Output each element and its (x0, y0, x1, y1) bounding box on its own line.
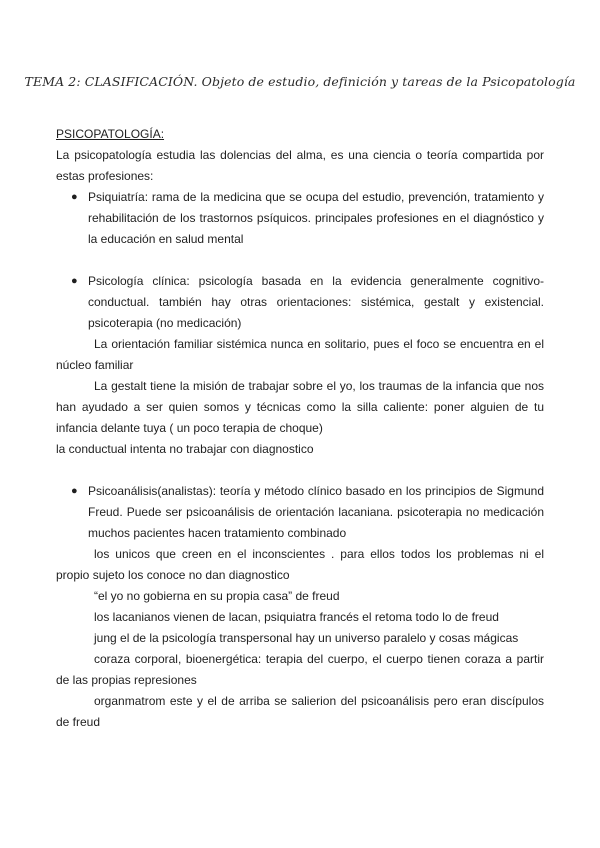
bullet-icon: ● (71, 191, 78, 203)
list-item-psicoanalisis (56, 481, 544, 544)
sub-paragraph: La gestalt tiene la misión de trabajar sobre el yo, los traumas de la infancia que nos han ayudado a ser quien somos y técnicas como la silla caliente: poner alguien de tu infancia delante tuya ( un poco terapia de choque) (56, 379, 544, 435)
sub-paragraph: los lacanianos vienen de lacan, psiquiatra francés el retoma todo lo de freud (94, 610, 499, 624)
sub-paragraph: organmatrom este y el de arriba se salierion del psicoanálisis pero eran discípulos de freud (56, 694, 544, 729)
list-item-text: Psiquiatría: rama de la medicina que se ocupa del estudio, prevención, tratamiento y rehabilitación de los trastornos psíquicos. principales profesiones en el diagnóstico y la educación en salud mental (88, 190, 544, 246)
list-item-psicologia-clinica (56, 271, 544, 334)
bullet-icon: ● (71, 485, 78, 497)
section-heading: PSICOPATOLOGÍA: (56, 127, 165, 141)
plain-paragraph: la conductual intenta no trabajar con diagnostico (56, 442, 314, 456)
document-title: TEMA 2: CLASIFICACIÓN. Objeto de estudio, definición y tareas de la Psicopatología (24, 74, 576, 89)
sub-paragraph: coraza corporal, bioenergética: terapia del cuerpo, el cuerpo tienen coraza a partir de las propias represiones (56, 652, 544, 687)
sub-paragraph: jung el de la psicología transpersonal hay un universo paralelo y cosas mágicas (94, 631, 519, 645)
bullet-icon: ● (71, 275, 78, 287)
list-item-text: Psicología clínica: psicología basada en la evidencia generalmente cognitivo-conductual. también hay otras orientaciones: sistémica, gestalt y existencial. psicoterapia (no medicación) (88, 274, 544, 330)
list-item-psiquiatria (56, 187, 544, 250)
sub-paragraph: “el yo no gobierna en su propia casa” de freud (94, 589, 340, 603)
sub-paragraph: La orientación familiar sistémica nunca en solitario, pues el foco se encuentra en el núcleo familiar (56, 337, 544, 372)
list-item-text: Psicoanálisis(analistas): teoría y método clínico basado en los principios de Sigmund Freud. Puede ser psicoanálisis de orientación lacaniana. psicoterapia no medicación muchos pacientes hacen tratamiento combinado (88, 484, 544, 540)
sub-paragraph: los unicos que creen en el inconscientes . para ellos todos los problemas ni el propio sujeto los conoce no dan diagnostico (56, 547, 544, 582)
intro-paragraph: La psicopatología estudia las dolencias del alma, es una ciencia o teoría compartida por estas profesiones: (56, 148, 544, 183)
document-body (56, 124, 544, 733)
